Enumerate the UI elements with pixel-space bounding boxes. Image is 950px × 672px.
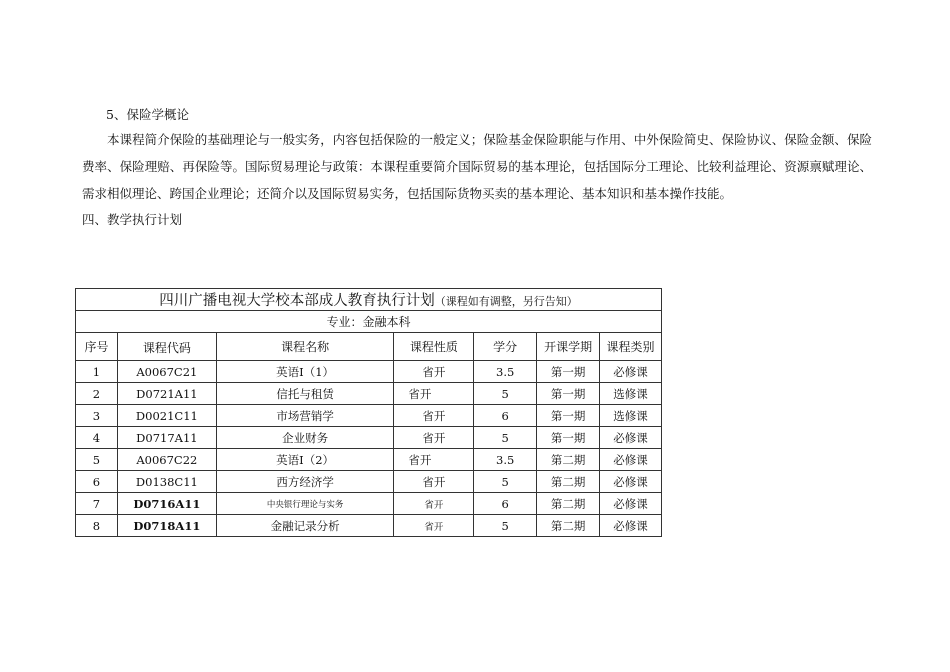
header-credit: 学分 [474, 333, 537, 361]
table-row [76, 427, 662, 449]
cell-semester: 第二期 [537, 449, 600, 471]
header-name: 课程名称 [216, 333, 394, 361]
header-nature: 课程性质 [394, 333, 474, 361]
table-row [76, 471, 662, 493]
cell-no: 4 [76, 427, 118, 449]
cell-credit: 5 [474, 471, 537, 493]
cell-code: D0716A11 [117, 493, 216, 515]
header-code: 课程代码 [117, 333, 216, 361]
cell-code: A0067C21 [117, 361, 216, 383]
cell-no: 7 [76, 493, 118, 515]
cell-name: 英语Ⅰ（2） [216, 449, 394, 471]
cell-semester: 第一期 [537, 361, 600, 383]
cell-category: 必修课 [600, 449, 662, 471]
cell-no: 6 [76, 471, 118, 493]
cell-credit: 5 [474, 383, 537, 405]
cell-credit: 3.5 [474, 449, 537, 471]
cell-credit: 5 [474, 427, 537, 449]
cell-code: D0138C11 [117, 471, 216, 493]
cell-nature: 省开 [394, 383, 474, 405]
cell-semester: 第一期 [537, 405, 600, 427]
cell-code: D0021C11 [117, 405, 216, 427]
cell-credit: 3.5 [474, 361, 537, 383]
cell-category: 必修课 [600, 515, 662, 537]
cell-category: 必修课 [600, 493, 662, 515]
header-category: 课程类别 [600, 333, 662, 361]
table-title-row [76, 289, 662, 311]
table-title-text: 四川广播电视大学校本部成人教育执行计划 [159, 293, 435, 309]
table-row [76, 383, 662, 405]
cell-name: 信托与租赁 [216, 383, 394, 405]
cell-category: 必修课 [600, 471, 662, 493]
table-title [76, 289, 662, 311]
header-semester: 开课学期 [537, 333, 600, 361]
section-5-heading: 5、保险学概论 [106, 107, 189, 122]
cell-name: 中央银行理论与实务 [216, 493, 394, 515]
cell-code: D0717A11 [117, 427, 216, 449]
cell-category: 选修课 [600, 383, 662, 405]
section-4-heading: 四、教学执行计划 [82, 212, 183, 227]
cell-name: 英语Ⅰ（1） [216, 361, 394, 383]
cell-no: 2 [76, 383, 118, 405]
cell-name: 企业财务 [216, 427, 394, 449]
cell-nature: 省开 [394, 405, 474, 427]
cell-semester: 第一期 [537, 427, 600, 449]
table-row [76, 493, 662, 515]
cell-nature: 省开 [394, 361, 474, 383]
cell-nature: 省开 [394, 493, 474, 515]
cell-name: 金融记录分析 [216, 515, 394, 537]
cell-semester: 第一期 [537, 383, 600, 405]
table-major: 专业：金融本科 [76, 311, 662, 333]
cell-nature: 省开 [394, 471, 474, 493]
table-header-row [76, 333, 662, 361]
table-row [76, 515, 662, 537]
cell-code: D0718A11 [117, 515, 216, 537]
cell-no: 8 [76, 515, 118, 537]
cell-semester: 第二期 [537, 471, 600, 493]
cell-code: D0721A11 [117, 383, 216, 405]
cell-semester: 第二期 [537, 493, 600, 515]
table-row [76, 361, 662, 383]
cell-category: 选修课 [600, 405, 662, 427]
cell-nature: 省开 [394, 515, 474, 537]
cell-no: 1 [76, 361, 118, 383]
cell-nature: 省开 [394, 449, 474, 471]
execution-plan-table [75, 288, 662, 537]
cell-category: 必修课 [600, 361, 662, 383]
cell-name: 西方经济学 [216, 471, 394, 493]
cell-no: 5 [76, 449, 118, 471]
section-5-paragraph: 本课程简介保险的基础理论与一般实务，内容包括保险的一般定义；保险基金保险职能与作用、中外保险简史、保险协议、保险金额、保险费率、保险理赔、再保险等。国际贸易理论与政策：本课程重要简介国际贸易的基本理论，包括国际分工理论、比较利益理论、资源禀赋理论、需求相似理论、跨国企业理论；还简介以及国际贸易实务，包括国际货物买卖的基本理论、基本知识和基本操作技能。 [82, 132, 872, 201]
table-body [76, 361, 662, 537]
cell-code: A0067C22 [117, 449, 216, 471]
cell-name: 市场营销学 [216, 405, 394, 427]
table-row [76, 405, 662, 427]
cell-no: 3 [76, 405, 118, 427]
table-title-note: （课程如有调整，另行告知） [434, 295, 578, 308]
cell-credit: 6 [474, 405, 537, 427]
header-no: 序号 [76, 333, 118, 361]
cell-credit: 5 [474, 515, 537, 537]
table-row [76, 449, 662, 471]
cell-category: 必修课 [600, 427, 662, 449]
document-body [82, 104, 872, 231]
cell-semester: 第二期 [537, 515, 600, 537]
table-major-row [76, 311, 662, 333]
cell-credit: 6 [474, 493, 537, 515]
cell-nature: 省开 [394, 427, 474, 449]
